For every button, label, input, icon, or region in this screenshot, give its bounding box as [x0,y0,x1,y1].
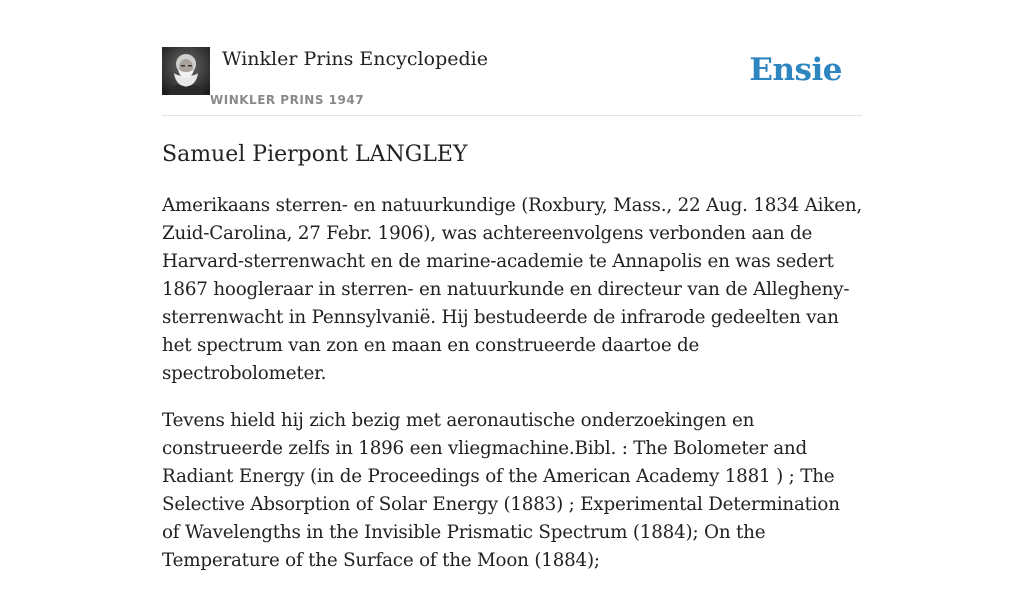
article-title: Samuel Pierpont LANGLEY [162,142,468,167]
site-name[interactable]: Winkler Prins Encyclopedie [222,48,488,70]
article-paragraph: Amerikaans sterren- en natuurkundige (Roxbury, Mass., 22 Aug. 1834 Aiken, Zuid-Carolina, 27 Febr. 1906), was achtereenvolgens verbonden aan de Harvard-sterrenwacht en de marine-academie te Annapolis en was sedert 1867 hoogleraar in sterren- en natuurkunde en directeur van de Allegheny-sterrenwacht in Pennsylvanië. Hij bestudeerde de infrarode gedeelten van het spectrum van zon en maan en construeerde daartoe de spectrobolometer. [162,195,863,384]
article-paragraph: Tevens hield hij zich bezig met aeronautische onderzoekingen en construeerde zelfs in 1896 een vliegmachine.Bibl. : The Bolometer and Radiant Energy (in de Proceedings of the American Academy 1881 ) ; The Selective Absorption of Solar Energy (1883) ; Experimental Determination of Wavelengths in the Invisible Prismatic Spectrum (1884); On the Temperature of the Surface of the Moon (1884); [162,410,840,571]
bearded-man-portrait-icon [162,47,210,95]
edition-label[interactable]: WINKLER PRINS 1947 [210,93,365,107]
author-avatar[interactable] [162,47,210,95]
article-body [162,192,862,594]
brand-logo[interactable]: Ensie [749,52,842,88]
site-header [162,46,862,116]
